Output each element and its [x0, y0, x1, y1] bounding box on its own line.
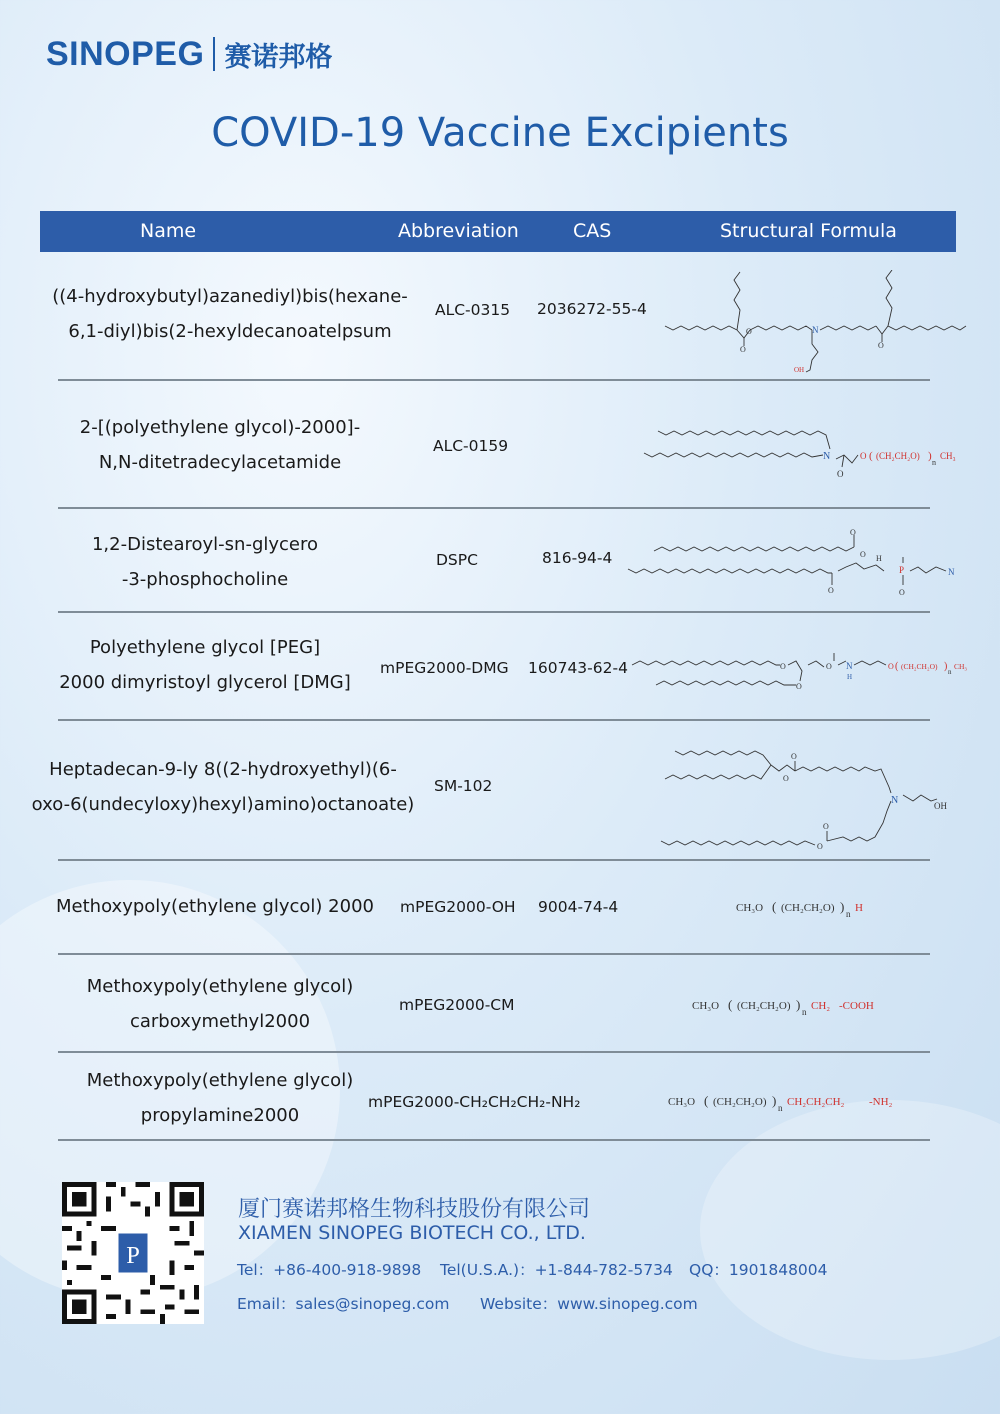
email-link[interactable]: Email：sales@sinopeg.com — [237, 1295, 450, 1313]
bracket-left: ( — [728, 997, 733, 1012]
abbreviation: mPEG2000-DMG — [380, 659, 509, 677]
structural-formula — [662, 1089, 912, 1117]
atom-label: O — [828, 586, 834, 595]
atom-label: O — [823, 822, 829, 831]
page-title: COVID-19 Vaccine Excipients — [211, 110, 789, 156]
end-group: -COOH — [839, 1000, 874, 1012]
bracket-right: ) — [772, 1093, 777, 1108]
repeat-unit: (CH₂CH₂O) — [876, 451, 920, 461]
qr-code-icon[interactable] — [62, 1182, 204, 1324]
atom-label: O — [860, 451, 867, 461]
bracket-left: ( — [869, 450, 873, 462]
compound-name-line: ((4-hydroxybutyl)azanediyl)bis(hexane- — [52, 286, 408, 307]
structural-formula — [630, 641, 975, 697]
bracket-left: ( — [895, 661, 899, 672]
atom-label: N — [812, 325, 819, 335]
compound-name-line: 2-[(polyethylene glycol)-2000]- — [79, 417, 361, 438]
compound-name-line: N,N-ditetradecylacetamide — [98, 452, 342, 473]
repeat-unit: (CH₂CH₂O) — [781, 902, 835, 914]
phone-number-usa[interactable]: Tel(U.S.A.)：+1-844-782-5734 — [440, 1261, 673, 1279]
subscript-n: n — [948, 668, 952, 676]
atom-label: N — [948, 567, 955, 577]
formula-start-group: CH₃O — [668, 1096, 696, 1108]
brand-name-cn: 赛诺邦格 — [224, 41, 333, 73]
atom-label: H — [876, 554, 882, 563]
bracket-right: ) — [944, 661, 948, 672]
subscript-n: n — [778, 1103, 783, 1113]
compound-name-line: Heptadecan-9-ly 8((2-hydroxyethyl)(6- — [49, 759, 397, 780]
formula-start-group: CH₃O — [736, 902, 764, 914]
phone-number[interactable]: Tel：+86-400-918-9898 — [237, 1261, 422, 1279]
table-row — [0, 262, 1000, 380]
compound-name — [40, 1063, 400, 1133]
compound-name-line: Methoxypoly(ethylene glycol) — [86, 976, 354, 997]
abbreviation: mPEG2000-CH₂CH₂CH₂-NH₂ — [368, 1093, 581, 1111]
cas-number: 160743-62-4 — [528, 659, 628, 677]
company-name-cn: 厦门赛诺邦格生物科技股份有限公司 — [238, 1197, 591, 1222]
atom-label: O — [780, 662, 786, 671]
compound-name-line: Methoxypoly(ethylene glycol) — [86, 1070, 354, 1091]
bracket-right: ) — [840, 899, 845, 914]
compound-name — [20, 279, 440, 349]
footer — [0, 1170, 1000, 1414]
atom-label: O — [740, 345, 746, 354]
table-row — [0, 955, 1000, 1051]
atom-label: O — [817, 842, 823, 851]
structural-formula — [655, 741, 955, 857]
repeat-unit: (CH₂CH₂O) — [737, 1000, 791, 1012]
svg-text:P: P — [126, 1241, 140, 1269]
atom-label: P — [899, 565, 905, 575]
end-group: CH₃ — [954, 662, 968, 671]
row-divider — [58, 1139, 930, 1141]
atom-label: O — [746, 327, 752, 336]
structural-formula — [640, 419, 975, 485]
formula-start-group: CH₃O — [692, 1000, 720, 1012]
cas-number: 9004-74-4 — [538, 898, 619, 916]
atom-label: O — [837, 469, 844, 479]
subscript-n: n — [846, 909, 851, 919]
atom-label: O — [796, 682, 802, 691]
atom-label: O — [791, 752, 797, 761]
atom-label: O — [850, 528, 856, 537]
table-row — [0, 509, 1000, 611]
header-cas: CAS — [573, 220, 612, 242]
compound-name-line: -3-phosphocholine — [121, 569, 289, 590]
table-row — [0, 861, 1000, 953]
compound-name — [20, 527, 390, 597]
structural-formula — [626, 527, 971, 601]
abbreviation: ALC-0315 — [435, 301, 511, 319]
abbreviation: SM-102 — [434, 777, 493, 795]
compound-name-line: Methoxypoly(ethylene glycol) 2000 — [56, 896, 374, 917]
structural-formula — [686, 993, 896, 1021]
header-structural-formula: Structural Formula — [720, 220, 897, 242]
compound-name — [20, 630, 390, 700]
compound-name-line: Polyethylene glycol [PEG] — [89, 637, 321, 658]
header-name: Name — [140, 220, 197, 242]
end-group: CH₂ — [811, 1000, 831, 1012]
compound-name — [18, 752, 428, 822]
abbreviation: mPEG2000-CM — [399, 996, 515, 1014]
atom-label: O — [888, 662, 894, 671]
end-group: H — [855, 902, 863, 914]
compound-name-line: propylamine2000 — [140, 1105, 300, 1126]
table-row — [0, 381, 1000, 507]
atom-label: O — [860, 550, 866, 559]
compound-name-line: oxo-6(undecyloxy)hexyl)amino)octanoate) — [31, 794, 415, 815]
atom-label: O — [878, 341, 884, 350]
end-group: CH₂CH₂CH₂ — [787, 1096, 845, 1108]
compound-name-line: 2000 dimyristoyl glycerol [DMG] — [59, 672, 351, 693]
cas-number: 816-94-4 — [542, 549, 613, 567]
subscript-n: n — [802, 1007, 807, 1017]
compound-name-line: 6,1-diyl)bis(2-hexyldecanoatelpsum — [68, 321, 392, 342]
atom-label: O — [826, 662, 832, 671]
header-abbreviation: Abbreviation — [398, 220, 519, 242]
bracket-right: ) — [796, 997, 801, 1012]
atom-label: N — [823, 451, 831, 462]
bracket-left: ( — [772, 899, 777, 914]
bracket-right: ) — [928, 450, 932, 462]
repeat-unit: (CH₂CH₂O) — [713, 1096, 767, 1108]
abbreviation: ALC-0159 — [433, 437, 509, 455]
compound-name-line: carboxymethyl2000 — [129, 1011, 311, 1032]
atom-label: N — [891, 795, 899, 806]
atom-label: N — [846, 661, 853, 671]
atom-label: OH — [794, 366, 805, 374]
repeat-unit: (CH₂CH₂O) — [901, 662, 938, 671]
brand-name-en: SINOPEG — [46, 34, 205, 73]
compound-name — [40, 969, 400, 1039]
end-group: CH₃ — [940, 451, 956, 461]
website-link[interactable]: Website：www.sinopeg.com — [480, 1295, 698, 1313]
cas-number: 2036272-55-4 — [537, 300, 647, 318]
brand-divider — [213, 37, 215, 71]
structural-formula — [730, 895, 890, 923]
table-header — [40, 211, 956, 252]
subscript-n: n — [932, 458, 936, 467]
atom-label: H — [847, 673, 853, 681]
structural-formula — [660, 270, 970, 376]
abbreviation: mPEG2000-OH — [400, 898, 516, 916]
table-row — [0, 721, 1000, 859]
bracket-left: ( — [704, 1093, 709, 1108]
atom-label: O — [899, 588, 905, 597]
table-row — [0, 613, 1000, 719]
qq-number: QQ：1901848004 — [689, 1261, 828, 1279]
atom-label: OH — [934, 801, 947, 811]
abbreviation: DSPC — [436, 551, 478, 569]
table-row — [0, 1053, 1000, 1139]
brand-logo — [46, 30, 332, 78]
atom-label: O — [783, 774, 789, 783]
compound-name — [40, 410, 400, 480]
company-name-en: XIAMEN SINOPEG BIOTECH CO., LTD. — [238, 1222, 586, 1244]
end-group: -NH₂ — [869, 1096, 893, 1108]
compound-name-line: 1,2-Distearoyl-sn-glycero — [91, 534, 319, 555]
compound-name — [40, 889, 390, 924]
